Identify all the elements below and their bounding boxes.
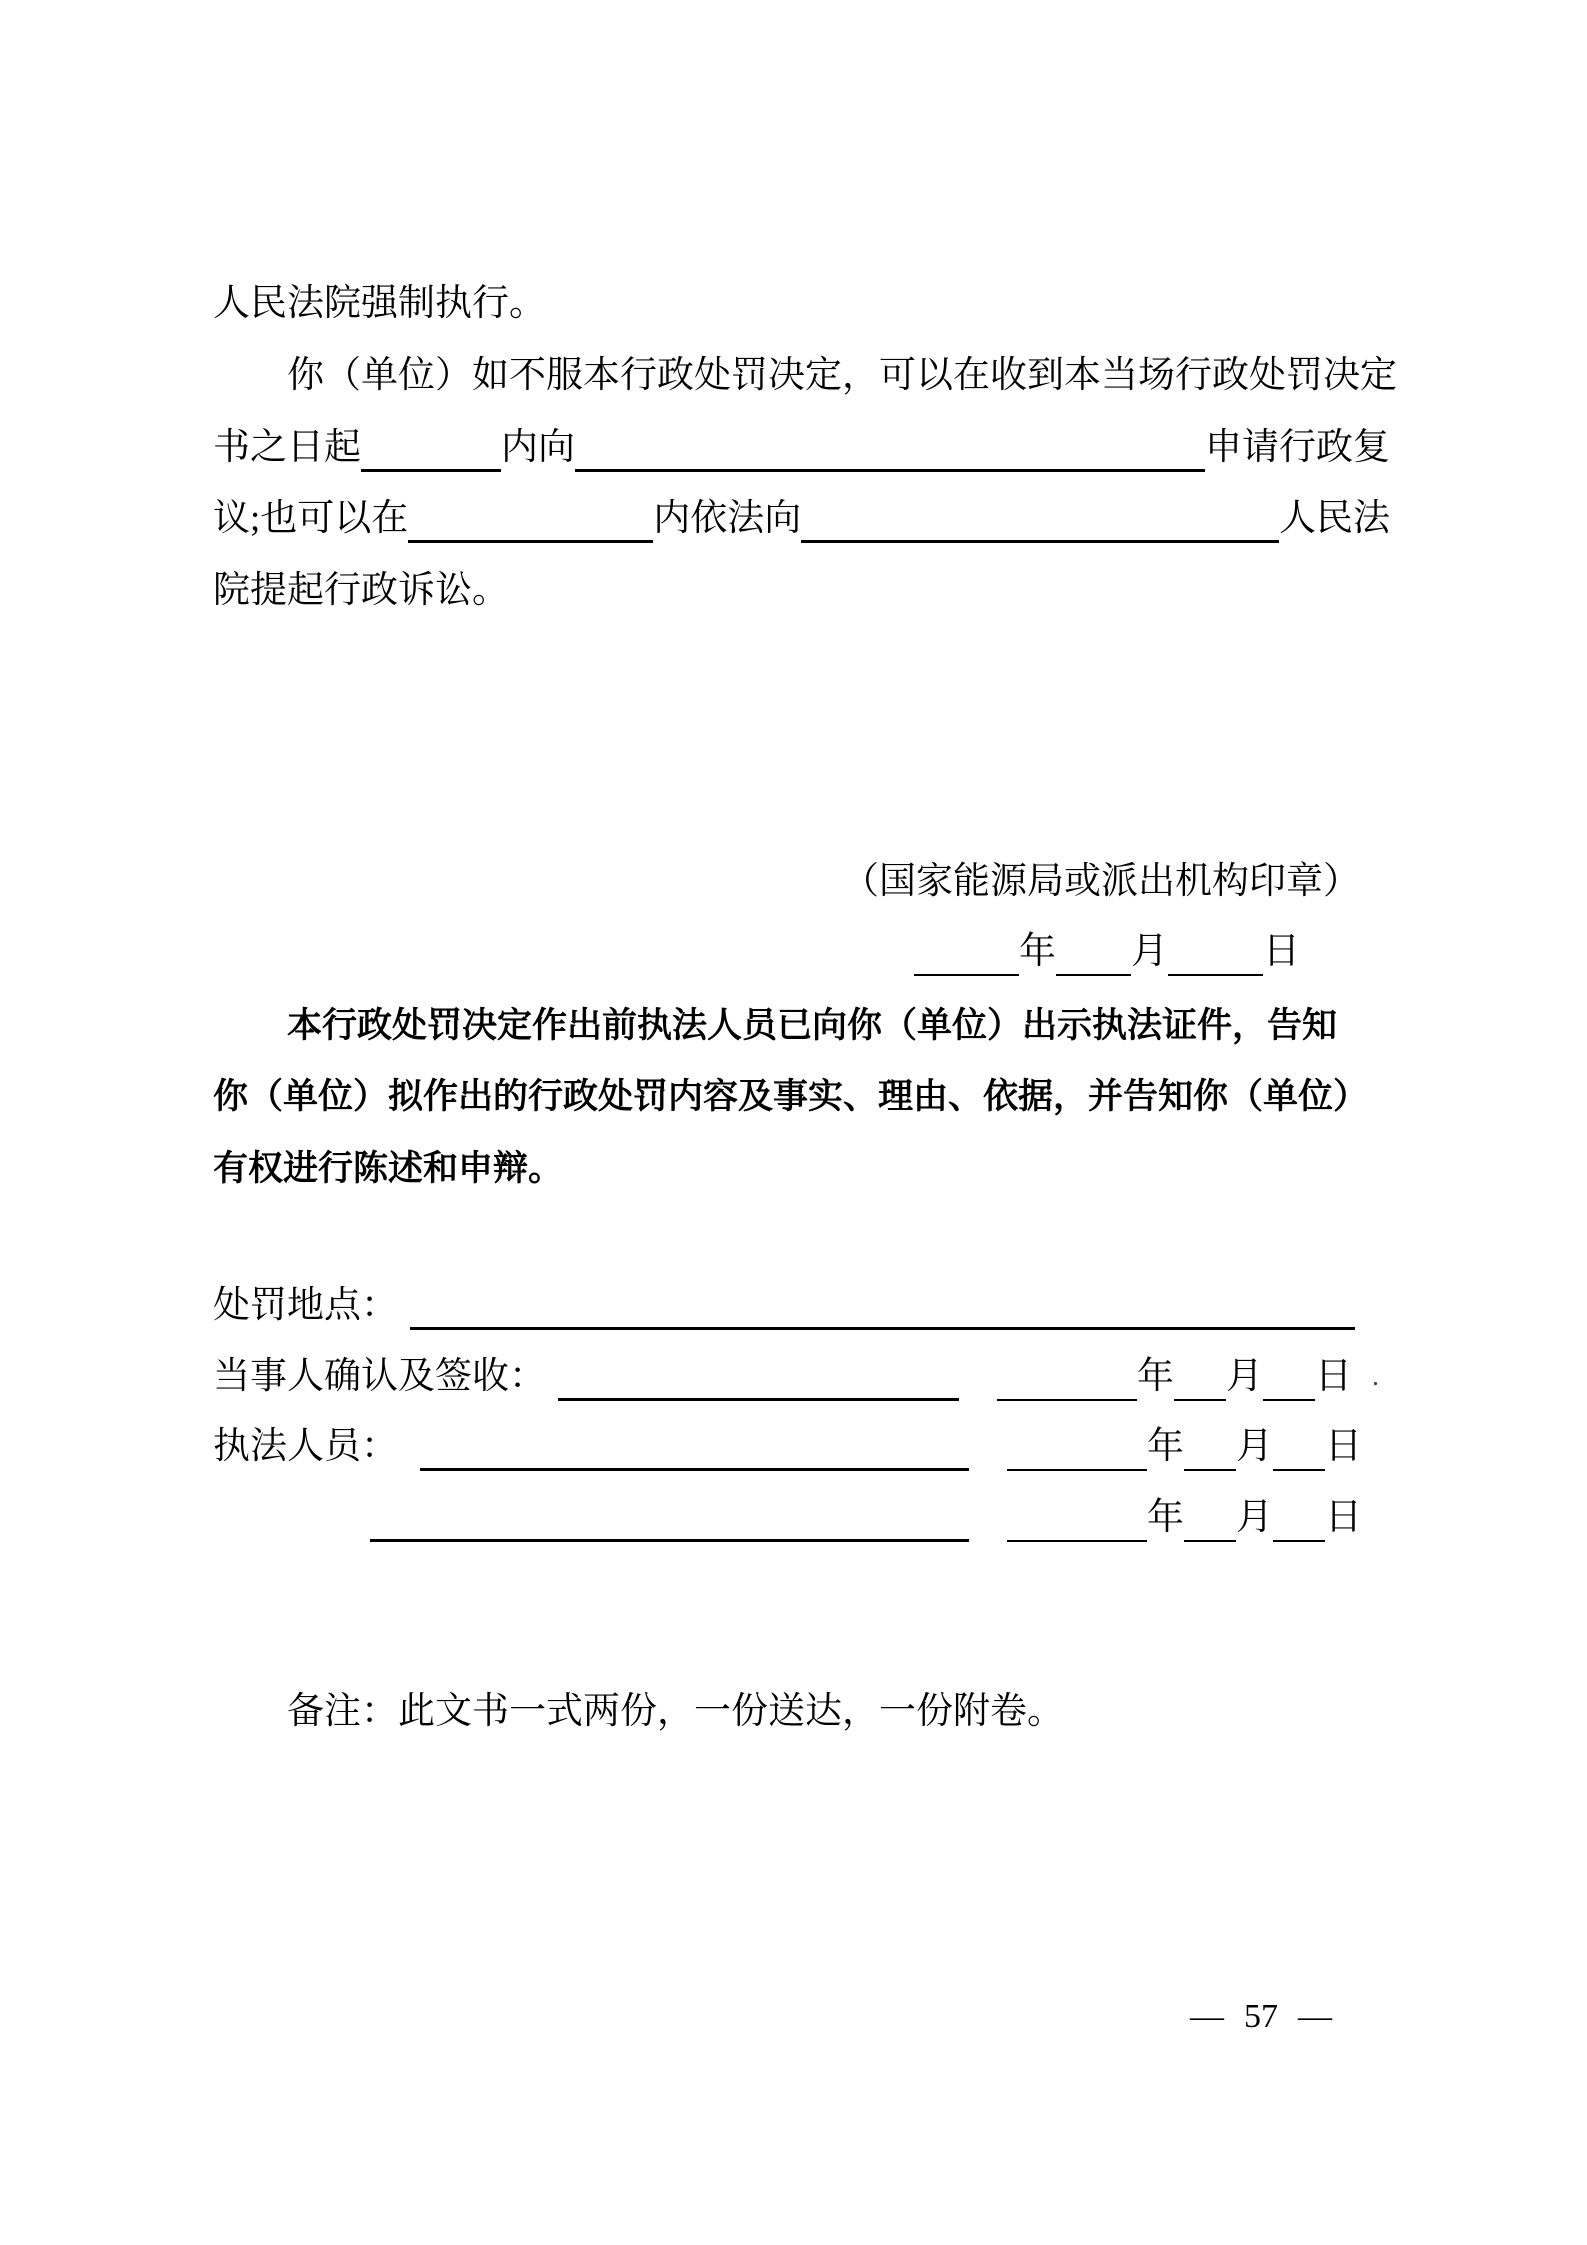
blank-month-field	[1056, 928, 1131, 976]
month-unit: 月	[1131, 931, 1168, 972]
blank-day-field	[1168, 928, 1263, 976]
paragraph-appeal-line1	[213, 280, 1390, 328]
blank-year-field	[1007, 1494, 1147, 1542]
blank-court-field	[801, 494, 1279, 543]
seal-label: （国家能源局或派出机构印章）	[842, 861, 1360, 902]
blank-day-field	[1263, 1353, 1315, 1401]
form-row-location	[213, 1282, 1355, 1330]
notice-line3	[213, 1145, 1390, 1193]
blank-day-field	[1273, 1494, 1325, 1542]
year-unit: 年	[1019, 931, 1056, 972]
blank-authority-field	[575, 423, 1205, 472]
seal-date-line	[213, 928, 1300, 976]
page-number: 57	[1244, 1998, 1278, 2035]
officer-label: 执法人员：	[213, 1426, 398, 1467]
text-run: 人民法院强制执行。	[213, 283, 546, 324]
blank-period-field	[361, 423, 501, 472]
blank-year-field	[1007, 1423, 1147, 1471]
blank-day-field	[1273, 1423, 1325, 1471]
blank-party-signature-field	[558, 1352, 959, 1401]
text-run: 议;也可以在	[213, 498, 409, 539]
footer-dash-left: —	[1190, 1998, 1224, 2035]
text-run: 内依法向	[653, 498, 802, 539]
month-unit: 月	[1226, 1356, 1263, 1397]
footer-dash-right: —	[1298, 1998, 1332, 2035]
text-run: 院提起行政诉讼。	[213, 570, 509, 611]
paragraph-appeal-line4	[213, 495, 1390, 543]
year-unit: 年	[1147, 1426, 1184, 1467]
blank-month-field	[1184, 1423, 1236, 1471]
day-unit: 日	[1263, 931, 1300, 972]
paragraph-appeal-line2	[213, 352, 1397, 400]
day-unit: 日	[1325, 1426, 1362, 1467]
remark-line	[213, 1688, 1390, 1736]
blank-year-field	[914, 928, 1019, 976]
text-run: 有权进行陈述和申辩。	[213, 1149, 564, 1188]
page-number-footer	[1190, 1995, 1332, 2039]
form-row-officer-2	[213, 1494, 1362, 1542]
text-run: 你（单位）拟作出的行政处罚内容及事实、理由、依据，并告知你（单位）	[213, 1077, 1369, 1116]
day-unit: 日	[1325, 1497, 1362, 1538]
location-label: 处罚地点：	[213, 1285, 398, 1326]
month-unit: 月	[1236, 1497, 1273, 1538]
text-run: 你（单位）如不服本行政处罚决定，可以在收到本当场行政处罚决定	[287, 355, 1397, 396]
year-unit: 年	[1137, 1356, 1174, 1397]
party-label: 当事人确认及签收：	[213, 1356, 546, 1397]
paragraph-appeal-line3	[213, 424, 1390, 472]
blank-location-field	[410, 1281, 1355, 1330]
seal-line	[213, 858, 1360, 906]
blank-month-field	[1174, 1353, 1226, 1401]
notice-line1	[213, 1002, 1390, 1050]
text-run: 书之日起	[213, 427, 361, 468]
blank-officer-signature-field	[370, 1493, 969, 1542]
blank-year-field	[997, 1353, 1137, 1401]
remark-text: 备注：此文书一式两份，一份送达，一份附卷。	[287, 1691, 1064, 1732]
notice-line2	[213, 1073, 1390, 1121]
year-unit: 年	[1147, 1497, 1184, 1538]
form-row-party	[213, 1353, 1379, 1401]
blank-month-field	[1184, 1494, 1236, 1542]
form-row-officer	[213, 1423, 1362, 1471]
text-run: 内向	[501, 427, 575, 468]
day-unit: 日	[1315, 1356, 1352, 1397]
text-run: 人民法	[1279, 498, 1390, 539]
month-unit: 月	[1236, 1426, 1273, 1467]
text-run: 申请行政复	[1205, 427, 1390, 468]
paragraph-appeal-line5	[213, 567, 1390, 615]
blank-officer-signature-field	[420, 1422, 969, 1471]
stray-mark: .	[1372, 1361, 1379, 1392]
blank-period-field	[408, 494, 653, 543]
text-run: 本行政处罚决定作出前执法人员已向你（单位）出示执法证件，告知	[287, 1006, 1338, 1045]
